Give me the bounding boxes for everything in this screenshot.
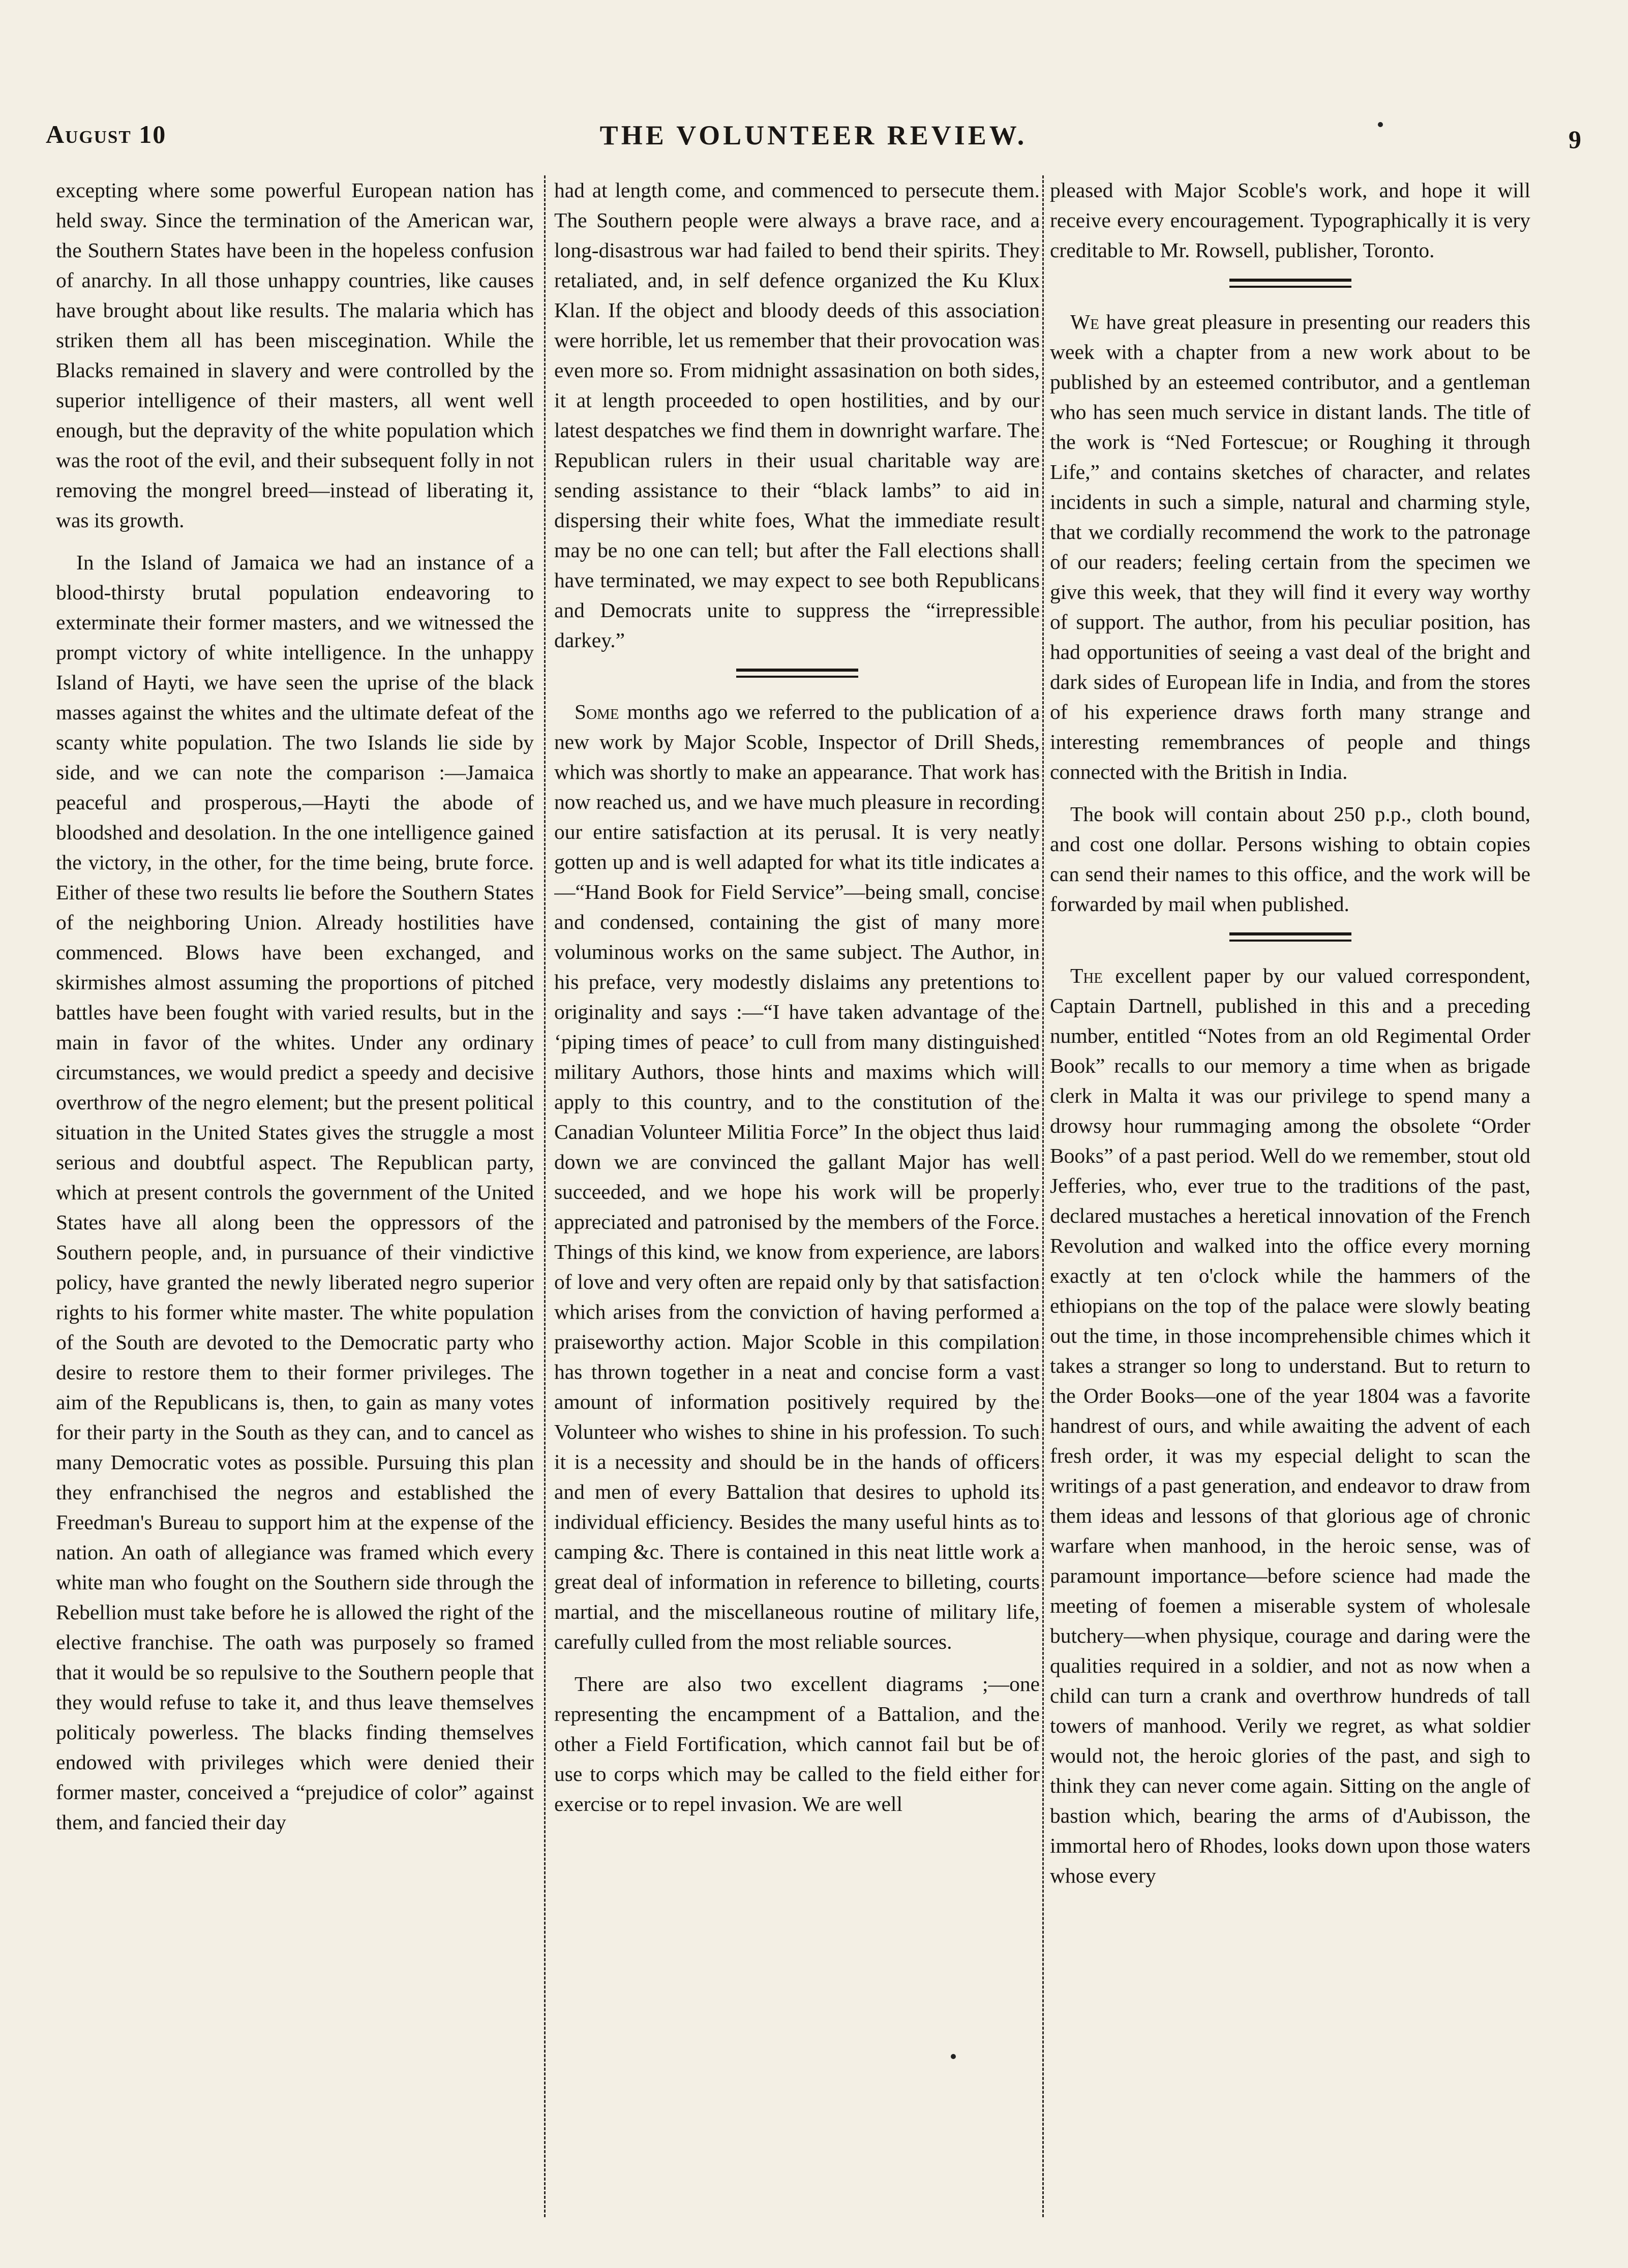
paragraph-text: have great pleasure in presenting our readers this week with a chapter from a new work about to be published by an esteemed contributor, and a gentleman who has seen much service in distant lands. The title of the work is “Ned Fortescue; or Roughing it through Life,” and contains sketches of character, and relates incidents in such a simple, natural and charming style, that we cordially recommend the work to the patronage of our readers; feeling certain from the specimen we give this week, that they will find it every way worthy of support. The author, from his peculiar position, has had opportunities of seeing a vast deal of the bright and dark sides of European life in India, and from the stores of his experience draws forth many strange and interesting remembrances of people and things connected with the British in India. [1050,310,1530,783]
drop-word: We [1070,310,1099,334]
publication-title: THE VOLUNTEER REVIEW. [599,120,1028,150]
article-paragraph: pleased with Major Scoble's work, and hope it will receive every encouragement. Typographically it is very creditable to Mr. Rowsell, publisher, Toronto. [1050,178,1530,262]
article-paragraph: excepting where some powerful European nation has held sway. Since the termination of the American war, the Southern States have been in the hopeless confusion of anarchy. In all those unhappy countries, like causes have brought about like results. The malaria which has striken them all has been miscegination. While the Blacks remained in slavery and were controlled by the superior intelligence of their masters, all went well enough, but the depravity of the white population which was the root of the evil, and their subsequent folly in not removing the mongrel breed—instead of liberating it, was its growth. [56,178,534,532]
drop-word: The [1070,964,1103,987]
article-paragraph: In the Island of Jamaica we had an instance of a blood-thirsty brutal population endeavoring to exterminate their former masters, and we witnessed the prompt victory of white intelligence. In the unhappy Island of Hayti, we have seen the uprise of the black masses against the whites and the ultimate defeat of the scanty white population. The two Islands lie side by side, and we can note the comparison :—Jamaica peaceful and prosperous,—Hayti the abode of bloodshed and desolation. In the one intelligence gained the victory, in the other, for the time being, brute force. Either of these two results lie before the Southern States of the neighboring Union. Already hostilities have commenced. Blows have been exchanged, and skirmishes almost assuming the proportions of pitched battles have been fought with varied results, but in the main in favor of the whites. Under any ordinary circumstances, we would predict a speedy and decisive overthrow of the negro element; but the present political situation in the United States gives the struggle a most serious and doubtful aspect. The Republican party, which at present controls the government of the United States have all along been the oppressors of the Southern people, and, in pursuance of their vindictive policy, have granted the newly liberated negro superior rights to his former white master. The white population of the South are devoted to the Democratic party who desire to restore them to their former privileges. The aim of the Republicans is, then, to gain as many votes for their party in the South as they can, and to cancel as many Democratic votes as possible. Pursuing this plan they enfranchised the negros and established the Freedman's Bureau to support him at the expense of the nation. An oath of allegiance was framed which every white man who fought on the Southern side through the Rebellion must take before he is allowed the right of the elective franchise. The oath was purposely so framed that it would be so repulsive to the Southern people that they would refuse to take it, and thus leave themselves politicaly powerless. The blacks finding themselves endowed with privileges which were denied their former master, conceived a “prejudice of color” against them, and fancied their day [56,551,534,1834]
article-paragraph: There are also two excellent diagrams ;—one representing the encampment of a Battalion, and the other a Field Fortification, which cannot fail but be of use to corps which may be called to the field either for exercise or to repel invasion. We are well [554,1672,1040,1816]
ink-speck [1378,122,1383,127]
drop-word: Some [575,700,619,723]
paragraph-text: months ago we referred to the publication of a new work by Major Scoble, Inspector of Drill Sheds, which was shortly to make an appearance. That work has now reached us, and we have much pleasure in recording our entire satisfaction at its perusal. It is very neatly gotten up and is well adapted for what its title indicates a —“Hand Book for Field Service”—being small, concise and condensed, containing the gist of many more voluminous works on the same subject. The Author, in his preface, very modestly dislaims any pretentions to originality and says :—“I have taken advantage of the ‘piping times of peace’ to cull from many distinguished military Authors, those hints and maxims which will apply to this country, and to the constitution of the Canadian Volunteer Militia Force” In the object thus laid down we are convinced the gallant Major has well succeeded, and we hope his work will be properly appreciated and patronised by the members of the Force. Things of this kind, we know from experience, are labors of love and very often are repaid only by that satisfaction which arises from the conviction of having performed a praiseworthy action. Major Scoble in this compilation has thrown together in a neat and concise form a vast amount of information positively required by the Volunteer who wishes to shine in his profession. To such it is a necessity and should be in the hands of officers and men of every Battalion that desires to uphold its individual efficiency. Besides the many useful hints as to camping &c. There is contained in this neat little work a great deal of information in reference to billeting, courts martial, and the miscellaneous routine of military life, carefully culled from the most reliable sources. [554,700,1040,1653]
column-2 [554,175,1040,2222]
article-paragraph: had at length come, and commenced to persecute them. The Southern people were always a brave race, and a long-disastrous war had failed to bend their spirits. They retaliated, and, in self defence organized the Ku Klux Klan. If the object and bloody deeds of this association were horrible, let us remember that their provocation was even more so. From midnight assasination on both sides, it at length proceeded to open hostilities, and by our latest despatches we find them in downright warfare. The Republican rulers in their usual charitable way are sending assistance to their “black lambs” to aid in dispersing their white foes, What the immediate result may be no one can tell; but after the Fall elections shall have terminated, we may expect to see both Republicans and Democrats unite to suppress the “irrepressible darkey.” [554,178,1040,652]
article-separator [1229,932,1351,944]
page-number: 9 [1569,125,1581,154]
issue-date: August 10 [46,120,167,148]
article-separator [736,669,858,680]
article-paragraph [1050,307,1530,787]
article-paragraph [554,697,1040,1657]
ink-speck [951,2054,956,2059]
column-divider-2 [1042,175,1044,2217]
paragraph-text: excellent paper by our valued correspondent, Captain Dartnell, published in this and a preceding number, entitled “Notes from an old Regimental Order Book” recalls to our memory a time when as brigade clerk in Malta it was our privilege to spend many a drowsy hour rummaging among the obsolete “Order Books” of a past period. Well do we remember, stout old Jefferies, who, ever true to the traditions of the past, declared mustaches a heretical innovation of the French Revolution and walked into the office every morning exactly at ten o'clock while the hammers of the ethiopians on the top of the palace were slowly beating out the time, in those incomprehensible chimes which it takes a stranger so long to understand. But to return to the Order Books—one of the year 1804 was a favorite handrest of ours, and while awaiting the advent of each fresh order, it was my especial delight to scan the writings of a past generation, and endeavor to draw from them ideas and lessons of that glorious age of chronic warfare when manhood, in the heroic sense, was of paramount importance—before science had made the meeting of foemen a miserable system of wholesale butchery—when physique, courage and daring were the qualities required in a soldier, and not as now when a child can turn a crank and overthrow hundreds of tall towers of manhood. Verily we regret, as what soldier would not, the heroic glories of the past, and sigh to think they can never come again. Sitting on the angle of bastion which, bearing the arms of d'Aubisson, the immortal hero of Rhodes, looks down upon those waters whose every [1050,964,1530,1887]
column-3 [1050,175,1530,2222]
page-header [46,114,1581,160]
article-separator [1229,279,1351,290]
article-paragraph: The book will contain about 250 p.p., cloth bound, and cost one dollar. Persons wishing to obtain copies can send their names to this office, and the work will be forwarded by mail when published. [1050,802,1530,916]
column-divider-1 [544,175,546,2217]
column-1 [56,175,534,2222]
article-paragraph [1050,961,1530,1891]
